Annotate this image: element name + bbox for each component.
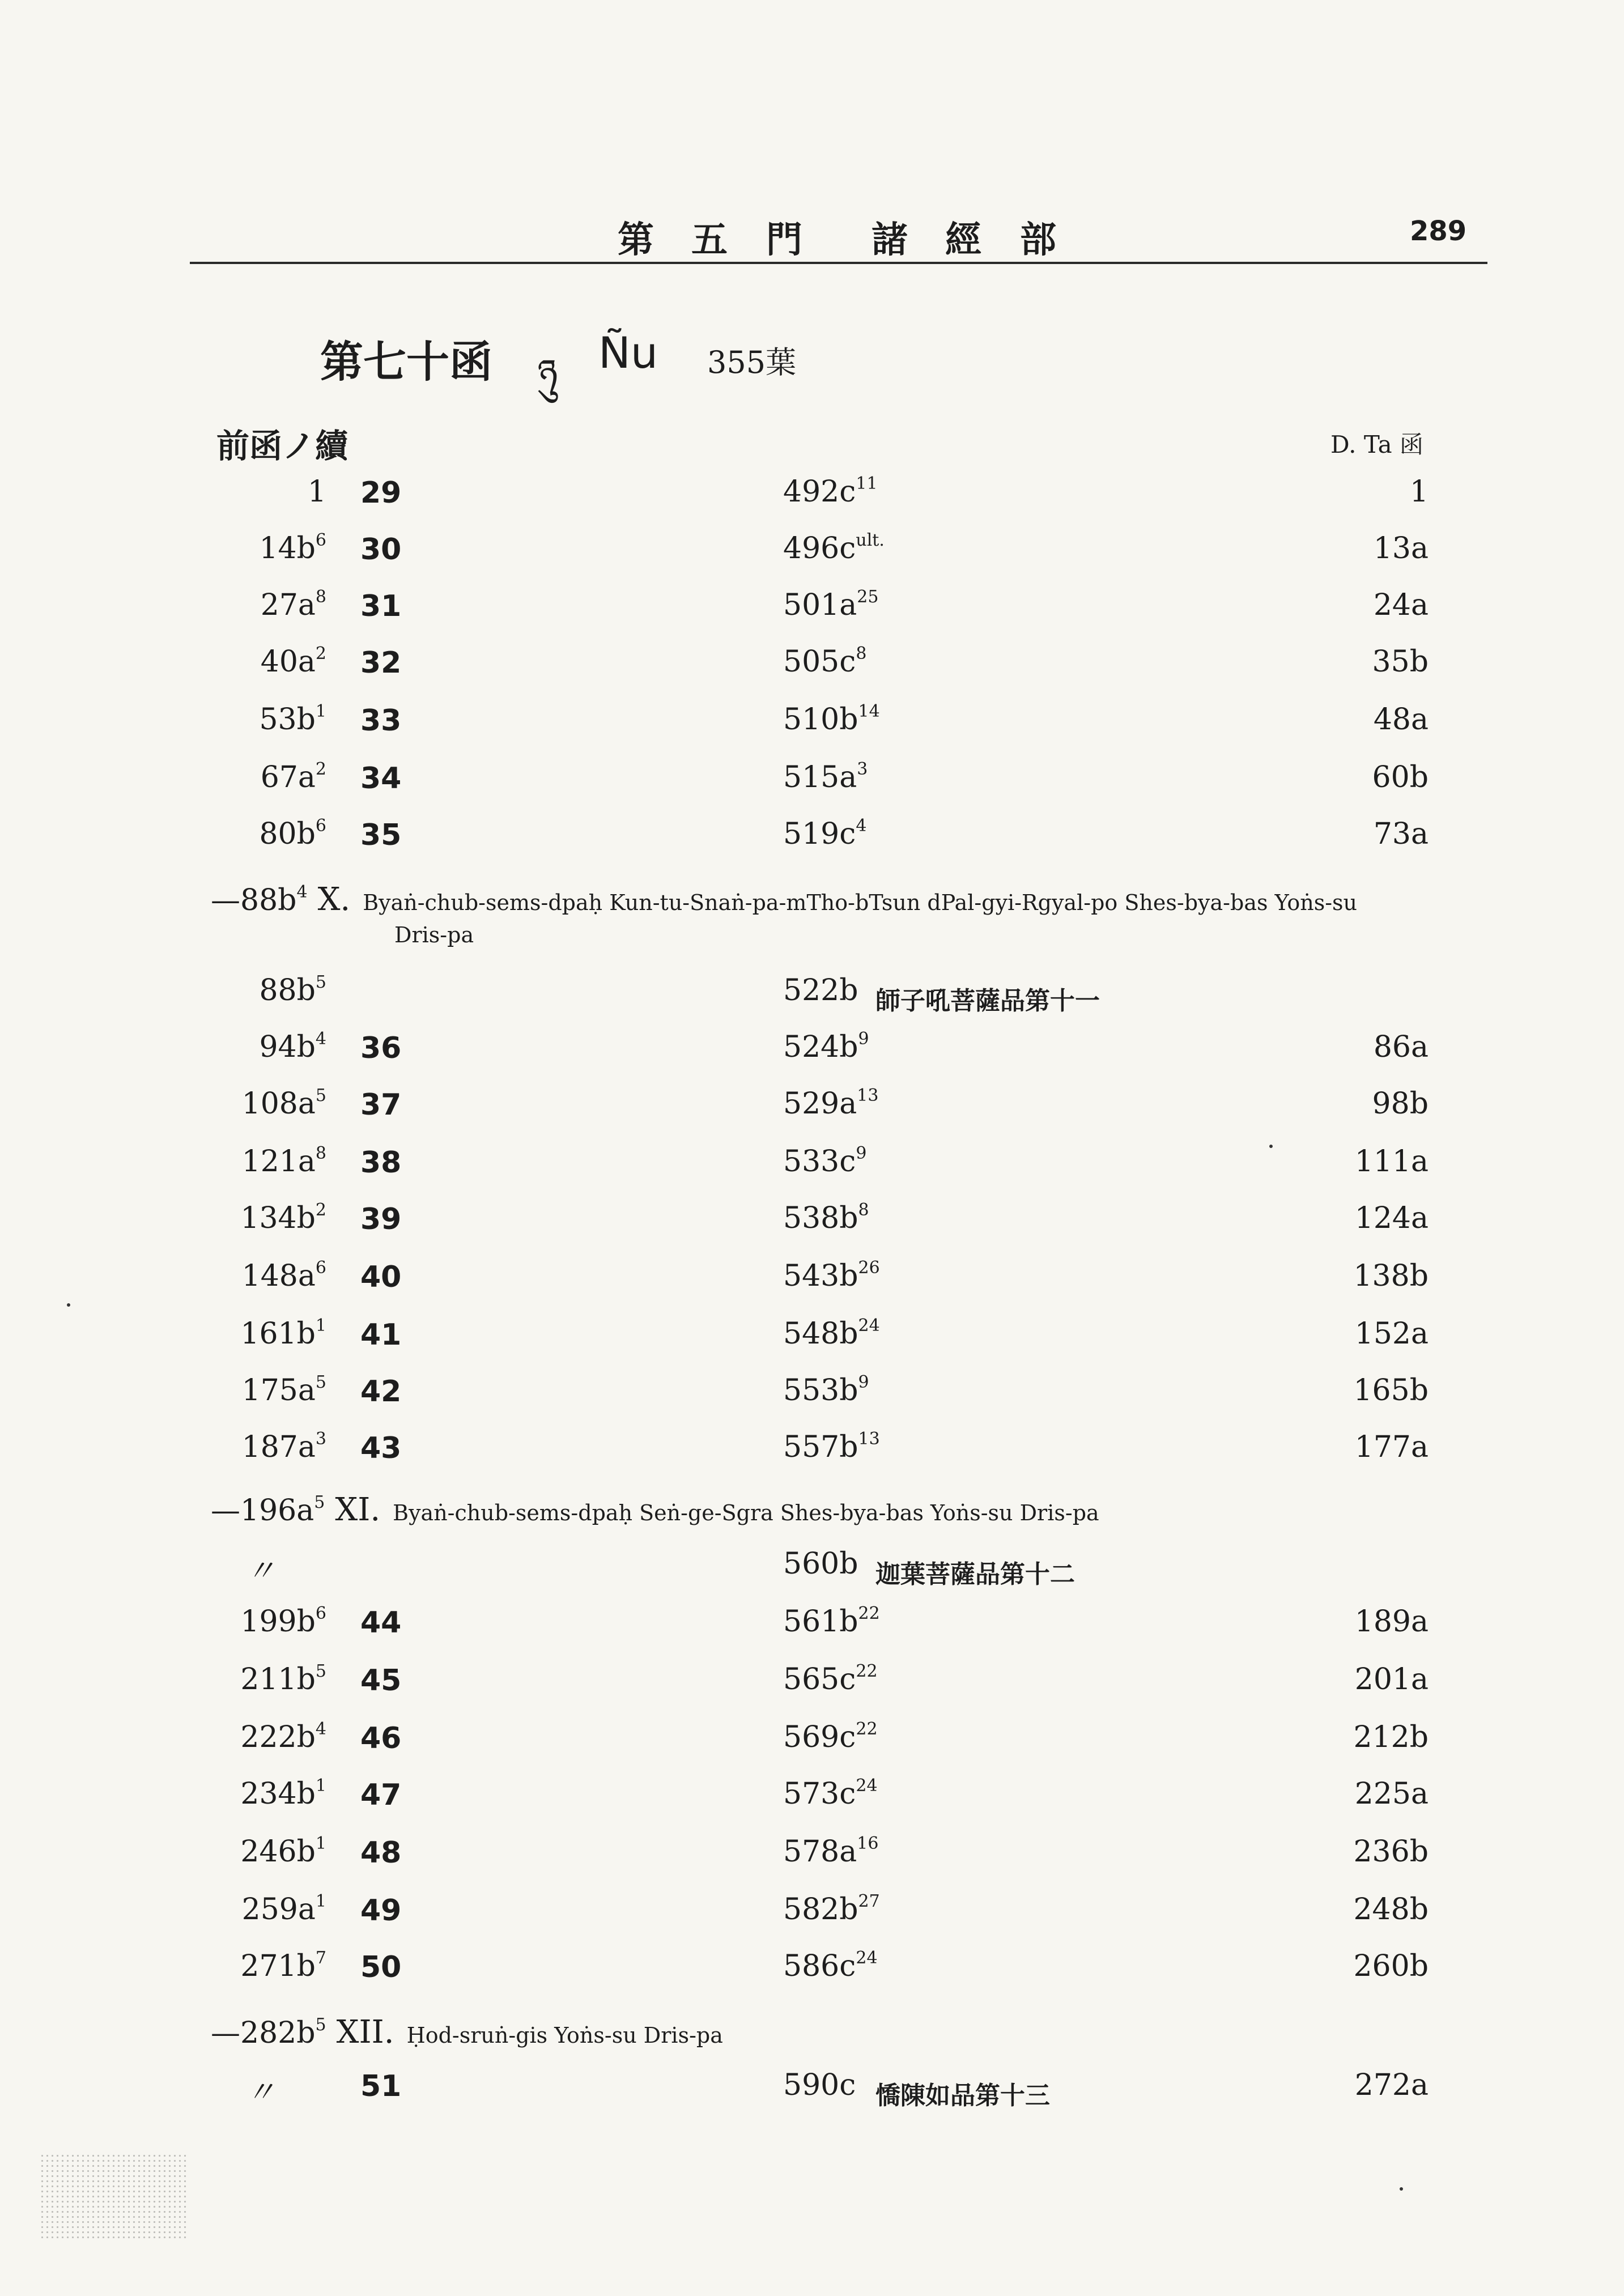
derge-ref: 98b <box>1372 1087 1429 1121</box>
entry-number: 38 <box>360 1146 402 1180</box>
table-row <box>0 1835 1624 1891</box>
table-row <box>0 1605 1624 1661</box>
taisho-ref: $543b^{26}$ <box>783 1258 880 1293</box>
entry-number: 50 <box>360 1950 402 1984</box>
table-row <box>0 475 1624 532</box>
derge-ref: 189a <box>1354 1605 1429 1639</box>
taisho-ref: $557b^{13}$ <box>783 1429 880 1464</box>
taisho-ref: $515a^3$ <box>783 759 868 794</box>
header-char: 諸 <box>871 219 908 261</box>
entry-number: 32 <box>360 646 402 680</box>
chinese-chapter: 憍陳如品第十三 <box>875 2081 1050 2110</box>
folio-cell: $199b^6$ <box>240 1604 326 1639</box>
table-row <box>0 1374 1624 1430</box>
folio-cell: $108a^5$ <box>241 1086 326 1121</box>
table-row <box>0 1259 1624 1316</box>
table-row <box>0 2068 1624 2125</box>
taisho-ref: $524b^9$ <box>783 1029 869 1064</box>
entry-number: 33 <box>360 704 402 738</box>
entry-number: 37 <box>360 1088 402 1122</box>
folio-cell: $246b^1$ <box>240 1834 326 1869</box>
volume-leaves: 355葉 <box>707 345 797 380</box>
derge-ref: 111a <box>1354 1145 1429 1179</box>
derge-ref: 152a <box>1354 1317 1429 1351</box>
section-heading: $—282b^5$ XII. Ḥod-sruṅ-gis Yoṅs-su Dris-pa <box>211 2014 723 2051</box>
derge-ref: 24a <box>1373 588 1429 622</box>
entry-number: 30 <box>360 533 402 567</box>
derge-ref: 13a <box>1373 532 1429 566</box>
ditto-mark: 〃 <box>245 2076 275 2110</box>
table-row <box>0 1430 1624 1487</box>
taisho-ref: $569c^{22}$ <box>783 1719 878 1754</box>
taisho-ref: $496c^{ult.}$ <box>783 530 885 566</box>
folio-cell: 1 <box>307 475 326 509</box>
derge-ref: 124a <box>1354 1201 1429 1235</box>
taisho-ref: 522b <box>783 973 858 1007</box>
derge-ref: 48a <box>1373 703 1429 737</box>
header-char: 門 <box>766 219 802 261</box>
folio-cell: $161b^1$ <box>240 1316 326 1351</box>
table-row <box>0 1317 1624 1374</box>
entry-number: 51 <box>360 2069 402 2103</box>
entry-number: 31 <box>360 589 402 623</box>
section-roman: X. <box>317 881 351 918</box>
entry-number: 34 <box>360 762 402 796</box>
taisho-ref: $561b^{22}$ <box>783 1604 880 1639</box>
folio-cell: $14b^6$ <box>259 530 326 566</box>
entry-number: 36 <box>360 1031 402 1065</box>
header-rule <box>190 262 1487 264</box>
table-row <box>0 588 1624 645</box>
derge-ref: 201a <box>1354 1663 1429 1697</box>
derge-ref: 272a <box>1354 2068 1429 2102</box>
table-row <box>0 1087 1624 1143</box>
entry-number: 48 <box>360 1836 402 1870</box>
table-row <box>0 532 1624 588</box>
folio-cell: $40a^2$ <box>260 644 326 679</box>
folio-cell: $80b^6$ <box>259 816 326 851</box>
derge-ref: 138b <box>1353 1259 1429 1293</box>
derge-ref: 248b <box>1353 1893 1429 1927</box>
taisho-ref: $492c^{11}$ <box>783 474 878 509</box>
entry-number: 29 <box>360 476 402 510</box>
taisho-ref: $553b^9$ <box>783 1372 869 1408</box>
folio-cell: $134b^2$ <box>240 1200 326 1235</box>
entry-number: 45 <box>360 1664 402 1698</box>
derge-ref: 73a <box>1373 817 1429 851</box>
scan-speck <box>1400 2187 1403 2191</box>
table-row <box>0 1720 1624 1777</box>
continuation-label: 前函ノ續 <box>216 427 348 465</box>
entry-number: 41 <box>360 1318 402 1352</box>
taisho-ref: $573c^{24}$ <box>783 1776 878 1811</box>
scan-speck <box>1269 1145 1273 1148</box>
table-row <box>0 1201 1624 1258</box>
table-row <box>0 645 1624 701</box>
column-label: D. Ta 函 <box>1330 431 1424 458</box>
entry-number: 42 <box>360 1375 402 1409</box>
chinese-chapter: 迦葉菩薩品第十二 <box>875 1560 1075 1589</box>
entry-number: 39 <box>360 1202 402 1236</box>
folio-cell: $67a^2$ <box>260 759 326 794</box>
taisho-ref: $533c^9$ <box>783 1143 867 1179</box>
header-char: 部 <box>1020 219 1056 261</box>
entry-number: 44 <box>360 1606 402 1640</box>
taisho-ref: $565c^{22}$ <box>783 1661 878 1697</box>
entry-number: 43 <box>360 1431 402 1465</box>
entry-number: 47 <box>360 1778 402 1812</box>
derge-ref: 1 <box>1409 475 1429 509</box>
folio-cell: $222b^4$ <box>240 1719 326 1754</box>
scan-speck <box>67 1303 70 1307</box>
table-row <box>0 760 1624 817</box>
section-folio: —282b <box>211 2016 316 2050</box>
table-row <box>0 1547 1624 1604</box>
folio-cell: $121a^8$ <box>241 1143 326 1179</box>
folio-cell: $175a^5$ <box>241 1372 326 1408</box>
header-char: 經 <box>945 219 981 261</box>
ditto-mark: 〃 <box>245 1554 275 1588</box>
section-title: Byaṅ-chub-sems-dpaḥ Kun-tu-Snaṅ-pa-mTho-bTsun dPal-gyi-Rgyal-po Shes-bya-bas Yoṅs-su <box>363 890 1358 915</box>
folio-cell: $187a^3$ <box>241 1429 326 1464</box>
table-row <box>0 1030 1624 1087</box>
derge-ref: 177a <box>1354 1430 1429 1464</box>
page-number: 289 <box>1410 215 1467 247</box>
table-row <box>0 1893 1624 1949</box>
derge-ref: 260b <box>1353 1949 1429 1983</box>
section-folio: —88b <box>211 883 297 917</box>
taisho-ref: 560b <box>783 1547 858 1581</box>
table-row <box>0 973 1624 1030</box>
table-row <box>0 1949 1624 2006</box>
table-row <box>0 1145 1624 1201</box>
taisho-ref: $501a^{25}$ <box>783 587 879 622</box>
section-heading: $—88b^4$ X. Byaṅ-chub-sems-dpaḥ Kun-tu-Snaṅ-pa-mTho-bTsun dPal-gyi-Rgyal-po Shes-bya-bas Yoṅs-su <box>211 881 1358 918</box>
derge-ref: 165b <box>1353 1374 1429 1408</box>
tibetan-glyph: ཉུ <box>537 351 558 396</box>
taisho-ref: $519c^4$ <box>783 816 867 851</box>
taisho-ref: $586c^{24}$ <box>783 1948 878 1983</box>
section-folio: —196a <box>211 1494 314 1528</box>
section-roman: XI. <box>335 1491 381 1528</box>
table-row <box>0 817 1624 874</box>
folio-cell: $88b^5$ <box>259 972 326 1007</box>
entry-number: 49 <box>360 1894 402 1928</box>
taisho-ref: $529a^{13}$ <box>783 1086 879 1121</box>
derge-ref: 212b <box>1353 1720 1429 1754</box>
folio-cell: $211b^5$ <box>240 1661 326 1697</box>
derge-ref: 60b <box>1372 760 1429 794</box>
taisho-ref: $578a^{16}$ <box>783 1834 879 1869</box>
section-title-cont: Dris-pa <box>394 922 474 947</box>
table-row <box>0 1777 1624 1834</box>
folio-cell: $271b^7$ <box>240 1948 326 1983</box>
header-char: 第 <box>618 219 654 261</box>
section-title: Byaṅ-chub-sems-dpaḥ Seṅ-ge-Sgra Shes-bya-bas Yoṅs-su Dris-pa <box>393 1500 1099 1525</box>
volume-title: 第七十函 <box>320 337 492 387</box>
folio-cell: $234b^1$ <box>240 1776 326 1811</box>
folio-cell: $27a^8$ <box>260 587 326 622</box>
entry-number: 46 <box>360 1721 402 1755</box>
table-row <box>0 703 1624 759</box>
taisho-ref: $548b^{24}$ <box>783 1316 880 1351</box>
taisho-ref: $582b^{27}$ <box>783 1891 880 1927</box>
taisho-ref: $505c^8$ <box>783 644 867 679</box>
chinese-chapter: 師子吼菩薩品第十一 <box>875 987 1100 1015</box>
scan-noise <box>40 2153 187 2238</box>
derge-ref: 225a <box>1354 1777 1429 1811</box>
folio-cell: $148a^6$ <box>241 1258 326 1293</box>
derge-ref: 35b <box>1372 645 1429 679</box>
volume-romanized: Ñu <box>598 328 658 378</box>
folio-cell: $53b^1$ <box>259 701 326 737</box>
table-row <box>0 1663 1624 1719</box>
derge-ref: 86a <box>1373 1030 1429 1064</box>
folio-cell: $259a^1$ <box>241 1891 326 1927</box>
section-title: Ḥod-sruṅ-gis Yoṅs-su Dris-pa <box>406 2023 723 2048</box>
entry-number: 35 <box>360 818 402 852</box>
taisho-ref: 590c <box>783 2068 856 2102</box>
folio-cell: $94b^4$ <box>259 1029 326 1064</box>
derge-ref: 236b <box>1353 1835 1429 1869</box>
taisho-ref: $538b^8$ <box>783 1200 869 1235</box>
entry-number: 40 <box>360 1260 402 1294</box>
taisho-ref: $510b^{14}$ <box>783 701 880 737</box>
section-roman: XII. <box>336 2014 394 2051</box>
section-heading: $—196a^5$ XI. Byaṅ-chub-sems-dpaḥ Seṅ-ge-Sgra Shes-bya-bas Yoṅs-su Dris-pa <box>211 1491 1099 1528</box>
header-char: 五 <box>691 219 728 261</box>
